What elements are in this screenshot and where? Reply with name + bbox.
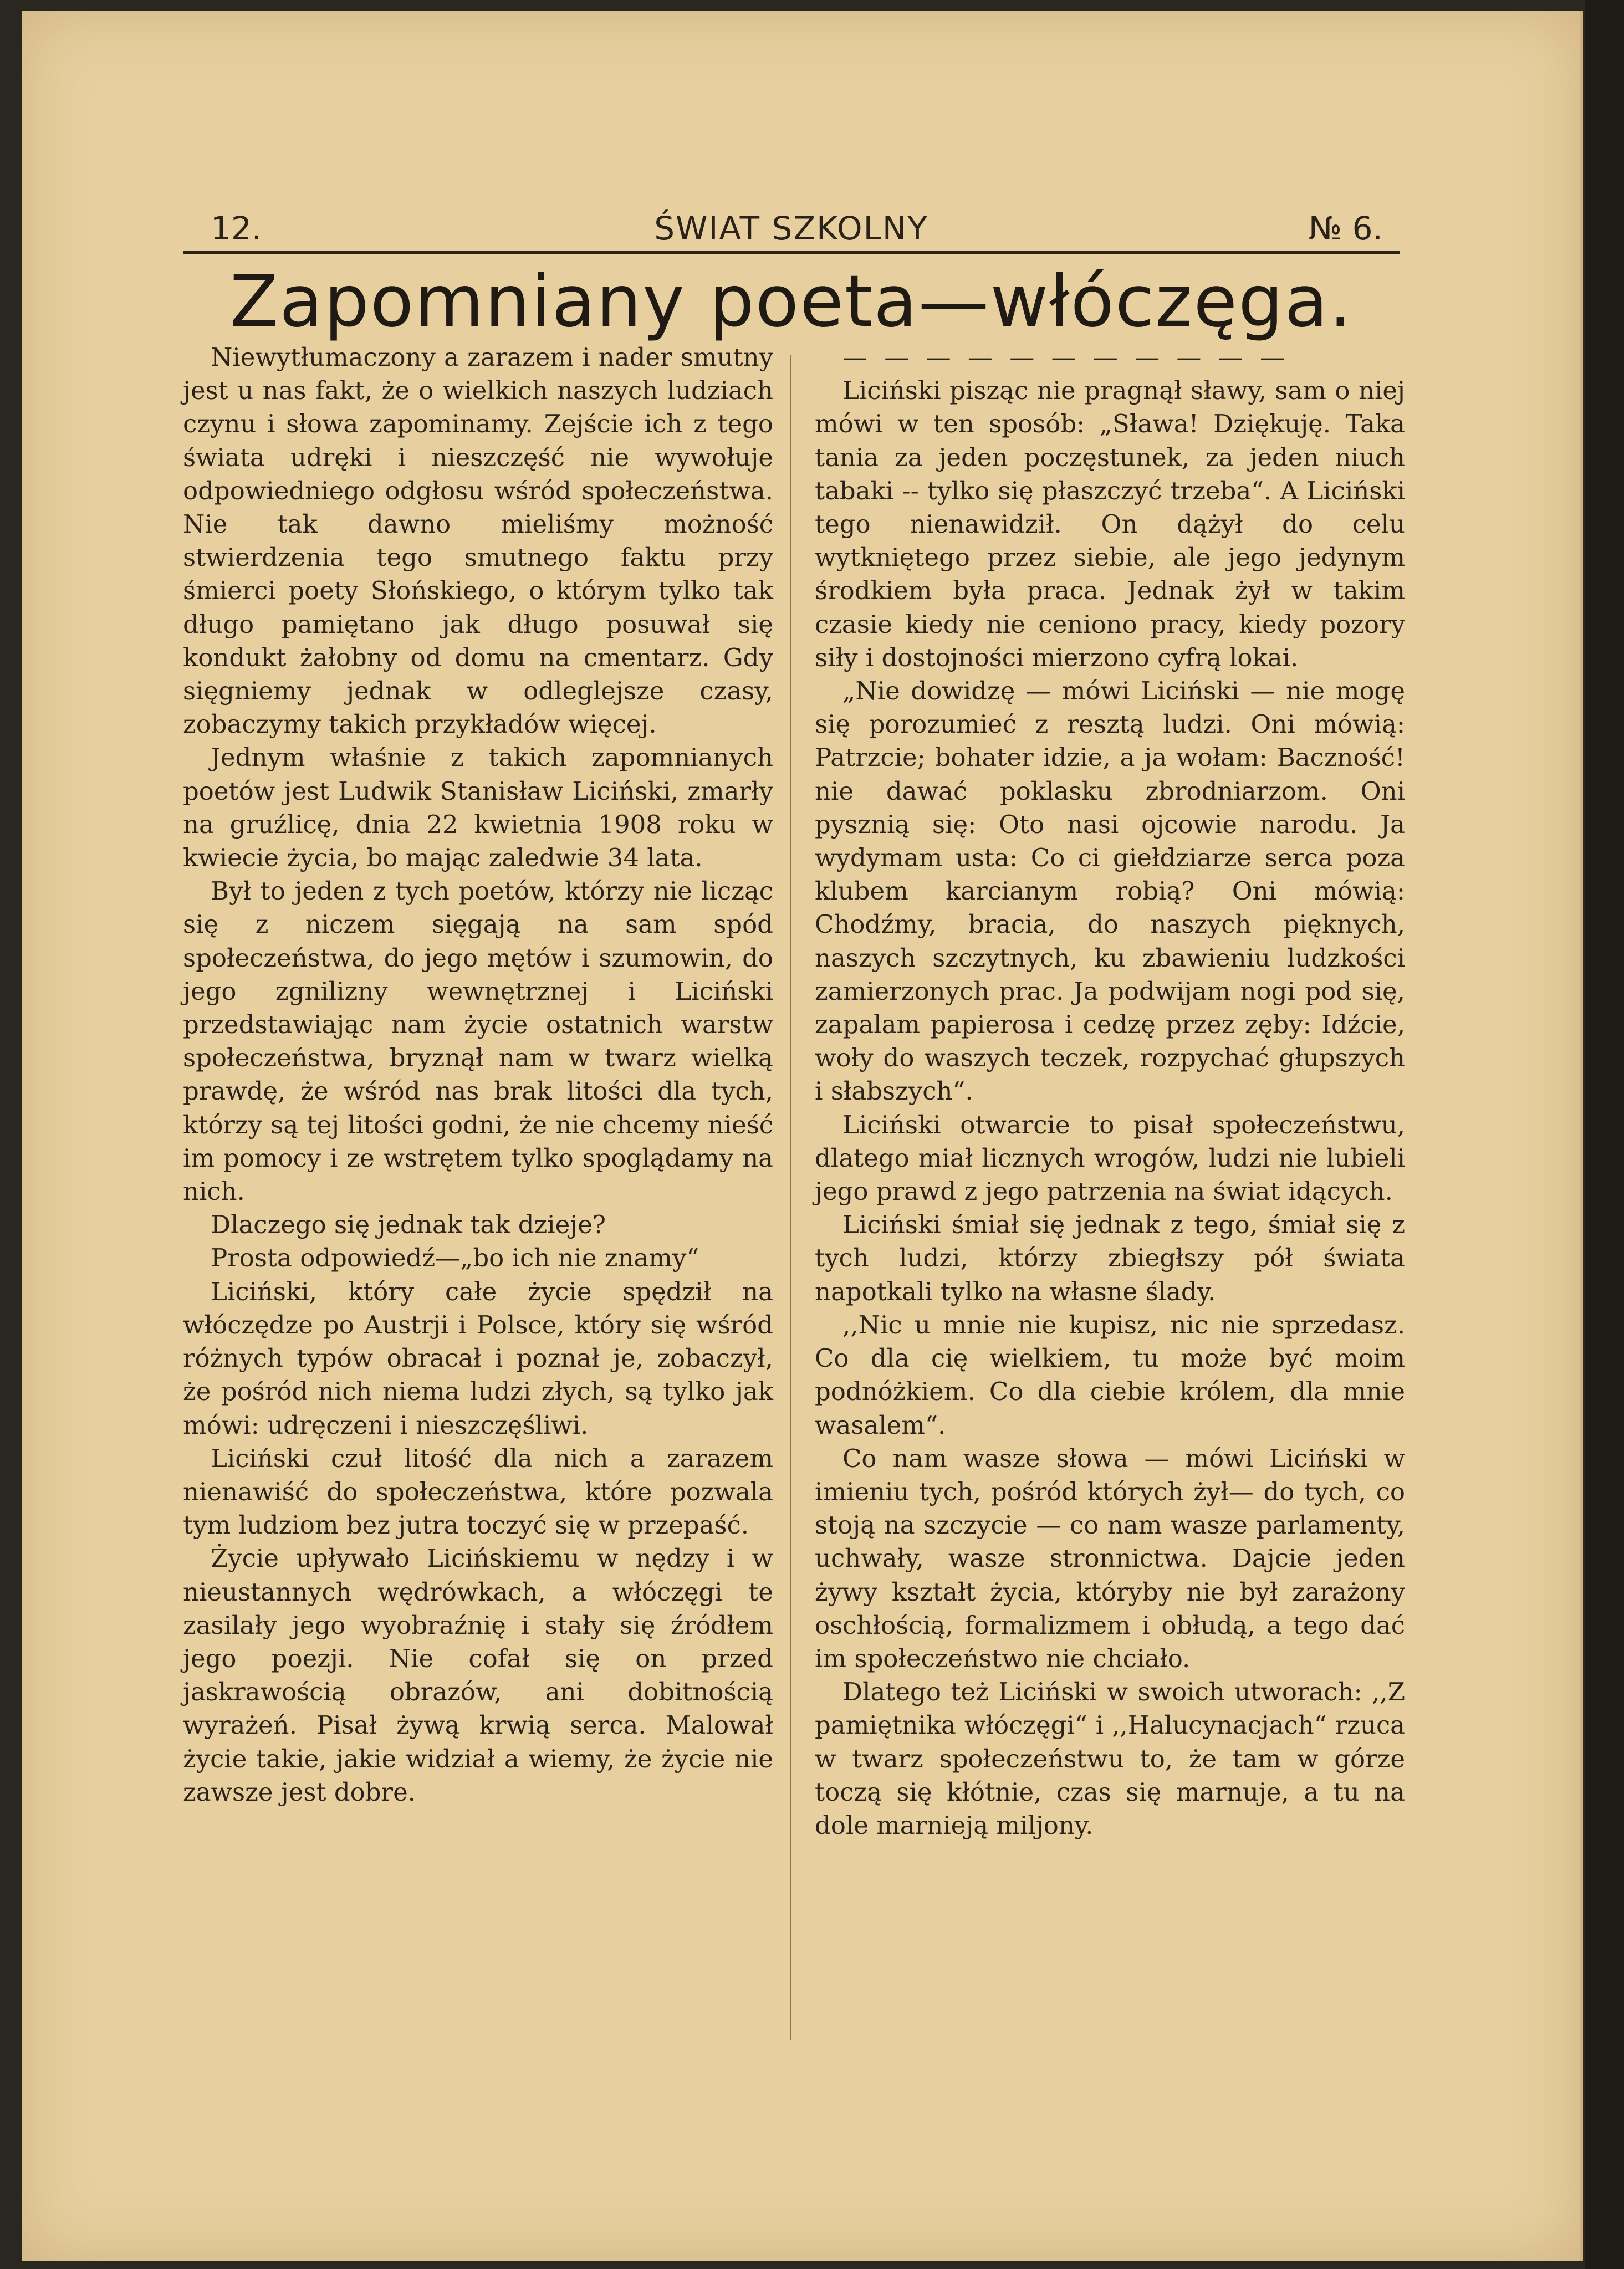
paragraph: Liciński pisząc nie pragnął sławy, sam o niej mówi w ten sposób: „Sława! Dziękuję. Taka tania za jeden poczęstunek, za jeden niuch tabaki -- tylko się płaszczyć trzeba“. A Liciński tego nienawidził. On dążył do celu wytkniętego przez siebie, ale jego jedynym środkiem była praca. Jednak żył w takim czasie kiedy nie ceniono pracy, kiedy pozory siły i dostojności mierzono cyfrą lokai.: [815, 376, 1405, 672]
column-rule: — — — — — — — — — — —: [842, 343, 1290, 372]
paragraph: „Nie dowidzę — mówi Liciński — nie mogę się porozumieć z resztą ludzi. Oni mówią: Patrzcie; bohater idzie, a ja wołam: Baczność! nie dawać poklasku zbrodniarzom. Oni pysznią się: Oto nasi ojcowie narodu. Ja wydymam usta: Co ci giełdziarze serca poza klubem karcianym robią? Oni mówią: Chodźmy, bracia, do naszych pięknych, naszych szczytnych, ku zbawieniu ludzkości zamierzonych prac. Ja podwijam nogi pod się, zapalam papierosa i cedzę przez zęby: Idźcie, woły do waszych teczek, rozpychać głupszych i słabszych“.: [815, 676, 1405, 1106]
paragraph: Życie upływało Licińskiemu w nędzy i w nieustannych wędrówkach, a włóczęgi te zasilały jego wyobraźnię i stały się źródłem jego poezji. Nie cofał się on przed jaskrawością obrazów, ani dobitnością wyrażeń. Pisał żywą krwią serca. Malował życie takie, jakie widział a wiemy, że życie nie zawsze jest dobre.: [183, 1544, 773, 1807]
paragraph: Liciński, który całe życie spędził na włóczędze po Austrji i Polsce, który się wśród różnych typów obracał i poznał je, zobaczył, że pośród nich niema ludzi złych, są tylko jak mówi: udręczeni i nieszczęśliwi.: [183, 1276, 773, 1440]
paragraph: Co nam wasze słowa — mówi Liciński w imieniu tych, pośród których żył— do tych, co stoją na szczycie — co nam wasze parlamenty, uchwały, wasze stronnictwa. Dajcie jeden żywy kształt życia, któryby nie był zarażony oschłością, formalizmem i obłudą, a tego dać im społeczeństwo nie chciało.: [815, 1443, 1405, 1673]
paragraph: ,,Nic u mnie nie kupisz, nic nie sprzedasz. Co dla cię wielkiem, tu może być moim podnóżkiem. Co dla ciebie królem, dla mnie wasalem“.: [815, 1310, 1405, 1440]
left-column: [183, 341, 773, 1809]
journal-name: ŚWIAT SZKOLNY: [654, 209, 928, 247]
paragraph: Dlaczego się jednak tak dzieje?: [211, 1210, 606, 1240]
page-number: 12.: [211, 209, 262, 247]
paragraph: Dlatego też Liciński w swoich utworach: ,,Z pamiętnika włóczęgi“ i ,,Halucynacjach“ rzuca w twarz społeczeństwu to, że tam w górze toczą się kłótnie, czas się marnuje, a tu na dole marnieją miljony.: [815, 1677, 1405, 1840]
binding-edge: [1585, 0, 1624, 2269]
paragraph: Liciński śmiał się jednak z tego, śmiał się z tych ludzi, którzy zbiegłszy pół świata napotkali tylko na własne ślady.: [815, 1210, 1405, 1306]
paragraph: Liciński czuł litość dla nich a zarazem nienawiść do społeczeństwa, które pozwala tym ludziom bez jutra toczyć się w przepaść.: [183, 1443, 773, 1540]
paragraph: Niewytłumaczony a zarazem i nader smutny jest u nas fakt, że o wielkich naszych ludziach czynu i słowa zapominamy. Zejście ich z tego świata udręki i nieszczęść nie wywołuje odpowiedniego odgłosu wśród społeczeństwa. Nie tak dawno mieliśmy możność stwierdzenia tego smutnego faktu przy śmierci poety Słońskiego, o którym tylko tak długo pamiętano jak długo posuwał się kondukt żałobny od domu na cmentarz. Gdy sięgniemy jednak w odleglejsze czasy, zobaczymy takich przykładów więcej.: [183, 343, 773, 739]
column-divider: [790, 355, 791, 2040]
issue-number: № 6.: [1308, 209, 1383, 247]
paragraph: Prosta odpowiedź—„bo ich nie znamy“: [211, 1243, 699, 1273]
paragraph: Był to jeden z tych poetów, którzy nie licząc się z niczem sięgają na sam spód społeczeństwa, do jego mętów i szumowin, do jego zgnilizny wewnętrznej i Liciński przedstawiając nam życie ostatnich warstw społeczeństwa, bryznął nam w twarz wielką prawdę, że wśród nas brak litości dla tych, którzy są tej litości godni, że nie chcemy nieść im pomocy i ze wstrętem tylko spoglądamy na nich.: [183, 876, 773, 1207]
running-head: [183, 205, 1400, 254]
paragraph: Liciński otwarcie to pisał społeczeństwu, dlatego miał licznych wrogów, ludzi nie lubieli jego prawd z jego patrzenia na świat idących.: [815, 1110, 1405, 1207]
right-column: [815, 341, 1405, 1842]
article-title: Zapomniany poeta—włóczęga.: [229, 260, 1353, 343]
paragraph: Jednym właśnie z takich zapomnianych poetów jest Ludwik Stanisław Liciński, zmarły na gruźlicę, dnia 22 kwietnia 1908 roku w kwiecie życia, bo mając zaledwie 34 lata.: [183, 743, 773, 873]
